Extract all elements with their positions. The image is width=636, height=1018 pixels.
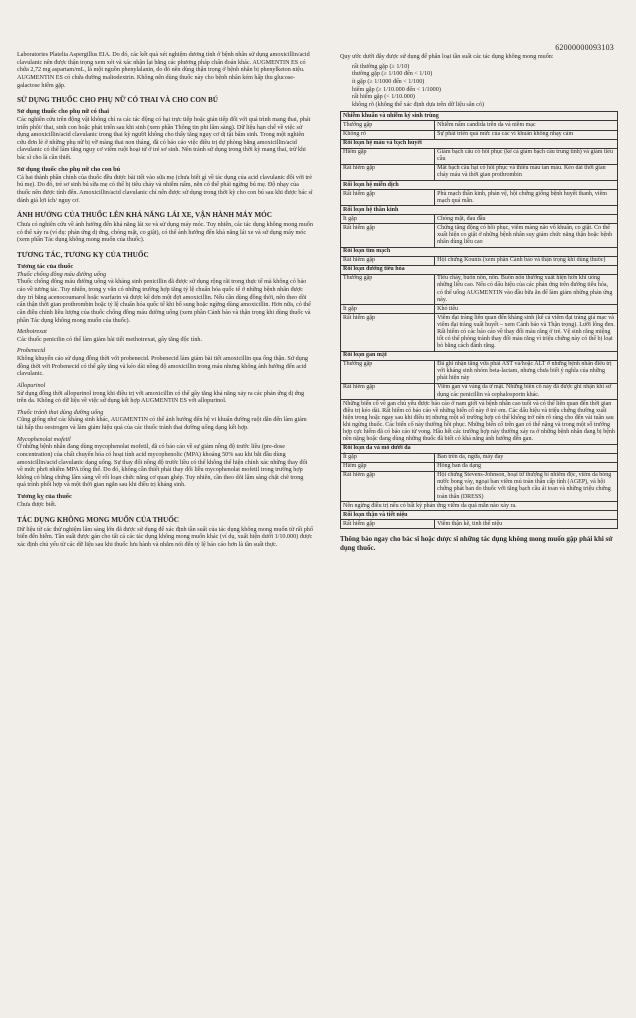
frequency-list xyxy=(340,64,618,110)
anticoagulant-text: Thuốc chống đông máu đường uống và kháng sinh penicillin đã được sử dụng rộng rãi trong thực tế mà không có báo cáo về tương tác. Tuy nhiên, trong y văn có những trường hợp tăng tỷ lệ chuẩn hóa quốc tế ở những bệnh nhân được duy trì bằng acenocoumarol hoặc warfarin và được kê đơn một đợt amoxicillin. Nếu cần dùng đồng thời, nên theo dõi cẩn thận thời gian prothrombin hoặc tỷ lệ chuẩn hóa quốc tế khi bổ sung hoặc ngừng dùng amoxicillin. Hơn nữa, có thể cần điều chỉnh liều lượng của thuốc chống đông máu đường uống (xem phần Cảnh báo và thận trọng khi dùng thuốc và phần Tác dụng không mong muốn của thuốc). xyxy=(17,279,311,324)
table-row xyxy=(341,453,618,462)
effect-cell: Phù mạch thần kinh, phản vệ, hội chứng giống bệnh huyết thanh, viêm mạch quá mẫn. xyxy=(435,190,618,206)
frequency-cell: Thường gặp xyxy=(341,121,435,130)
table-row xyxy=(341,305,618,314)
frequency-cell: Thường gặp xyxy=(341,360,435,383)
table-row xyxy=(341,190,618,206)
frequency-cell: Thường gặp xyxy=(341,274,435,304)
frequency-cell: Hiếm gặp xyxy=(341,462,435,471)
table-row xyxy=(341,274,618,304)
incompatibility-subheading: Tương kỵ của thuốc xyxy=(17,493,72,501)
frequency-cell: Rất hiếm gặp xyxy=(341,383,435,399)
section-title: Rối loạn đường tiêu hóa xyxy=(341,265,618,274)
frequency-cell: Rất hiếm gặp xyxy=(341,224,435,247)
effect-cell: Tiêu chảy, buồn nôn, nôn. Buồn nôn thường xuất hiện hơn khi uống những liều cao. Nếu có dấu hiệu của các phản ứng trên đường tiêu hóa, có thể uống AUGMENTIN vào đầu bữa ăn để làm giảm những phản ứng này. xyxy=(435,274,618,304)
table-row xyxy=(341,383,618,399)
skin-note: Nên ngừng điều trị nếu có bất kỳ phản ứng viêm da quá mẫn nào xảy ra. xyxy=(341,502,618,511)
liver-note: Những biến cố về gan chủ yếu được báo cáo ở nam giới và bệnh nhân cao tuổi và có thể liên quan đến thời gian điều trị kéo dài. Rất hiếm có báo cáo về những biến cố này ở trẻ em. Các dấu hiệu và triệu chứng thường xuất hiện trong hoặc ngay sau khi điều trị nhưng một số trường hợp có thể không trở nên rõ ràng cho đến vài tuần sau khi ngừng thuốc. Các biến cố này thường hồi phục. Những biến cố trên gan có thể nặng và trong một số trường hợp cực hiếm đã có báo cáo tử vong. Hầu hết các trường hợp này thường xảy ra ở những bệnh nhân đang bị bệnh nền nặng hoặc đang dùng những thuốc đã biết có khả năng ảnh hưởng đến gan. xyxy=(341,400,618,444)
liver-note-row xyxy=(341,400,618,444)
section-title: Rối loạn thận và tiết niệu xyxy=(341,511,618,520)
section-header-row xyxy=(341,444,618,453)
frequency-cell: Ít gặp xyxy=(341,305,435,314)
frequency-cell: Rất hiếm gặp xyxy=(341,471,435,501)
contraceptive-title: Thuốc tránh thai dùng đường uống xyxy=(17,409,104,416)
interactions-heading: TƯƠNG TÁC, TƯƠNG KỴ CỦA THUỐC xyxy=(17,250,149,259)
footer-notice: Thông báo ngay cho bác sĩ hoặc dược sĩ những tác dụng không mong muốn gặp phải khi sử dụng thuốc. xyxy=(340,535,613,553)
table-row xyxy=(341,130,618,139)
mycophenolate-text: Ở những bệnh nhân đang dùng mycophenolat mofetil, đã có báo cáo về sự giảm nồng độ trước liều (pre-dose concentration) của chất chuyển hóa có hoạt tính acid mycophenolic (MPA) khoảng 50% sau khi bắt đầu dùng amoxicillin/acid clavulanic dạng uống. Sự thay đổi nồng độ trước liều có thể không thể hiện chính xác những thay đổi về mức phơi nhiễm MPA tổng thể. Do đó, không cần thiết phải thay đổi liều mycophenolat mofetil trong trường hợp không có bằng chứng lâm sàng về rối loạn chức năng cơ quan ghép. Tuy nhiên, cần theo dõi lâm sàng chặt chẽ trong quá trình phối hợp và một thời gian ngắn sau khi điều trị kháng sinh. xyxy=(17,444,308,489)
effect-cell: Hội chứng Kounis (xem phần Cảnh báo và thận trọng khi dùng thuốc) xyxy=(435,256,618,265)
frequency-item: ít gặp (≥ 1/1000 đến < 1/100) xyxy=(352,78,425,85)
side-effects-table xyxy=(340,111,618,529)
left-column xyxy=(17,52,313,551)
frequency-intro: Quy ước dưới đây được sử dụng để phân loại tần suất các tác dụng không mong muốn: xyxy=(340,54,554,60)
interactions-subheading: Tương tác của thuốc xyxy=(17,262,74,270)
lactation-text: Cả hai thành phần chính của thuốc đều được bài tiết vào sữa mẹ (chưa biết gì về tác dụng của acid clavulanic đối với trẻ bú mẹ). Do đó, trẻ sơ sinh bú sữa mẹ có thể bị tiêu chảy và nhiễm nấm, nên có thể phải ngừng bú mẹ. Độ nhạy của thuốc nên được tính đến. Amoxicillin/acid clavulanic chỉ nên được sử dụng trong thời kỳ cho con bú sau khi được bác sĩ đánh giá lợi ích/ nguy cơ. xyxy=(17,174,313,204)
section-title: Nhiễm khuẩn và nhiễm ký sinh trùng xyxy=(341,112,618,121)
effect-cell: Viêm đại tràng liên quan đến kháng sinh (kể cả viêm đại tràng giả mạc và viêm đại tràng xuất huyết – xem Cảnh báo và Thận trọng). Lưỡi lông đen. Rất hiếm có các báo cáo về thay đổi màu răng ở trẻ. Vệ sinh răng miệng tốt có thể phòng tránh thay đổi màu răng vì triệu chứng này có thể bị loại bỏ bằng cách đánh răng. xyxy=(435,314,618,351)
side-effects-heading: TÁC DỤNG KHÔNG MONG MUỐN CỦA THUỐC xyxy=(17,515,179,524)
frequency-cell: Ít gặp xyxy=(341,215,435,224)
skin-note-row xyxy=(341,502,618,511)
methotrexate-title: Methotrexat xyxy=(17,329,47,336)
effect-cell: Hồng ban đa dạng xyxy=(435,462,618,471)
driving-text: Chưa có nghiên cứu về ảnh hưởng đến khả năng lái xe và sử dụng máy móc. Tuy nhiên, các tác dụng không mong muốn có thể xảy ra (ví dụ: phản ứng dị ứng, chóng mặt, co giật), có thể ảnh hưởng đến khả năng lái xe và sử dụng máy móc (xem phần Tác dụng không mong muốn của thuốc). xyxy=(17,222,313,244)
frequency-cell: Rất hiếm gặp xyxy=(341,256,435,265)
driving-heading: ẢNH HƯỞNG CỦA THUỐC LÊN KHẢ NĂNG LÁI XE, VẬN HÀNH MÁY MÓC xyxy=(17,211,272,220)
pregnancy-subheading: Sử dụng thuốc cho phụ nữ có thai xyxy=(17,108,110,116)
section-header-row xyxy=(341,247,618,256)
table-row xyxy=(341,520,618,529)
effect-cell: Hội chứng Stevens-Johnson, hoại tử thượng bì nhiễm độc, viêm da bóng nước bong vảy, ngoại ban viêm mủ toàn thân cấp tính (AGEP), và hội chứng phát ban do thuốc với tăng bạch cầu ái toan và những triệu chứng toàn thân (DRESS) xyxy=(435,471,618,501)
section-header-row xyxy=(341,206,618,215)
section-header-row xyxy=(341,265,618,274)
frequency-cell: Ít gặp xyxy=(341,453,435,462)
effect-cell: Chứng tăng động có hồi phục, viêm màng não vô khuẩn, co giật. Co thể xuất hiện co giật ở những bệnh nhân suy giảm chức năng thận hoặc bệnh nhân dùng liều cao xyxy=(435,224,618,247)
section-title: Rối loạn tim mạch xyxy=(341,247,618,256)
lactation-subheading: Sử dụng thuốc cho phụ nữ cho con bú xyxy=(17,165,121,173)
table-row xyxy=(341,148,618,164)
effect-cell: Khó tiêu xyxy=(435,305,618,314)
frequency-item: rất thường gặp (≥ 1/10) xyxy=(352,63,410,70)
document-number: 62000000093103 xyxy=(555,43,614,52)
effect-cell: Sự phát triển quá mức của các vi khuẩn không nhạy cảm xyxy=(435,130,618,139)
section-title: Rối loạn hệ máu và bạch huyết xyxy=(341,139,618,148)
frequency-item: thường gặp (≥ 1/100 đến < 1/10) xyxy=(352,71,433,78)
probenecid-title: Probenecid xyxy=(17,348,46,355)
table-row xyxy=(341,314,618,351)
section-title: Rối loạn hệ thần kinh xyxy=(341,206,618,215)
table-row xyxy=(341,360,618,383)
section-header-row xyxy=(341,181,618,190)
frequency-cell: Rất hiếm gặp xyxy=(341,190,435,206)
frequency-item: rất hiếm gặp (< 1/10.000) xyxy=(352,94,415,101)
frequency-cell: Rất hiếm gặp xyxy=(341,164,435,180)
section-header-row xyxy=(341,351,618,360)
section-header-row xyxy=(341,511,618,520)
effect-cell: Viêm thận kẽ, tinh thể niệu xyxy=(435,520,618,529)
side-effects-text: Dữ liệu từ các thử nghiệm lâm sàng lớn đã được sử dụng để xác định tần suất của tác dụng không mong muốn từ rất phổ biến đến hiếm. Tần suất được gán cho tất cả các tác dụng không mong muốn khác (ví dụ, xuất hiện dưới 1/10.000) được xác định chủ yếu từ các dữ liệu sau khi thuốc lưu hành và nhằm nói đến tỷ lệ báo cáo hơn là tần suất thực. xyxy=(17,526,313,548)
allopurinol-text: Sử dụng đồng thời allopurinol trong khi điều trị với amoxicillin có thể gây tăng khả năng xảy ra các phản ứng dị ứng trên da. Không có dữ liệu về việc sử dụng kết hợp AUGMENTIN ES với allopurinol. xyxy=(17,390,305,405)
methotrexate-text: Các thuốc penicilin có thể làm giảm bài tiết methotrexat, gây tăng độc tính. xyxy=(17,336,203,343)
effect-cell: Nhiễm nấm candida trên da và niêm mạc xyxy=(435,121,618,130)
effect-cell: Chóng mặt, đau đầu xyxy=(435,215,618,224)
table-row xyxy=(341,215,618,224)
allopurinol-title: Allopurinol xyxy=(17,382,46,389)
section-header-row xyxy=(341,112,618,121)
frequency-item: hiếm gặp (≥ 1/10.000 đến < 1/1000) xyxy=(352,86,441,93)
section-title: Rối loạn da và mô dưới da xyxy=(341,444,618,453)
section-title: Rối loạn gan mật xyxy=(341,351,618,360)
pregnancy-text: Các nghiên cứu trên động vật không chỉ ra các tác động có hại trực tiếp hoặc gián tiếp đối với quá trình mang thai, phát triển phôi/ thai, sinh con hoặc phát triển sau khi sinh (xem phần Thông tin phi lâm sàng). Dữ liệu hạn chế về việc sử dụng amoxicillin/acid clavulanic trong thai kỳ người không cho thấy tăng nguy cơ dị tật bẩm sinh. Trong một nghiên cứu đơn lẻ ở những phụ nữ bị vỡ màng thai non tháng, đã có báo cáo việc điều trị dự phòng bằng amoxicillin/acid clavulanic có thể làm tăng nguy cơ viêm ruột hoại tử ở trẻ sơ sinh. Nên tránh sử dụng trong thời kỳ mang thai, trừ khi bác sĩ cho là cần thiết. xyxy=(17,116,311,162)
effect-cell: Viêm gan và vàng da ứ mật. Những biến cố này đã được ghi nhận khi sử dụng các penicillin và cephalosporin khác. xyxy=(435,383,618,399)
frequency-cell: Không rõ xyxy=(341,130,435,139)
section-header-row xyxy=(341,139,618,148)
probenecid-text: Không khuyến cáo sử dụng đồng thời với probenecid. Probenecid làm giảm bài tiết amoxicillin qua ống thận. Sử dụng đồng thời với Probenecid có thể gây tăng và kéo dài nồng độ amoxicillin trong máu nhưng không ảnh hưởng đến acid clavulanic. xyxy=(17,356,308,378)
frequency-cell: Rất hiếm gặp xyxy=(341,314,435,351)
effect-cell: Mất bạch cầu hạt có hồi phục và thiếu máu tan máu. Kéo dài thời gian chảy máu và thời gian prothrombin xyxy=(435,164,618,180)
right-column xyxy=(340,54,618,553)
contraceptive-text: Cũng giống như các kháng sinh khác, AUGMENTIN có thể ảnh hưởng đến hệ vi khuẩn đường ruột dẫn đến làm giảm tái hấp thu oestrogen và làm giảm hiệu quả của các thuốc tránh thai đường uống dạng kết hợp. xyxy=(17,417,307,432)
intro-paragraph: Laboratories Platelia Aspergillus EIA. Do đó, các kết quả xét nghiệm dương tính ở bệnh nhân sử dụng amoxicillin/acid clavulanic nên được thận trọng xem xét và xác nhận lại bằng các phương pháp chẩn đoán khác. AUGMENTIN ES có chứa 2,72 mg aspartam/mL, là một nguồn phenylalanin, do đó nên dùng thận trọng ở bệnh nhân bị phenylketon niệu. AUGMENTIN ES có chứa đường maltodextrin. Không nên dùng thuốc này cho bệnh nhân kém hấp thu glucose-galactose hiếm gặp. xyxy=(17,52,310,89)
frequency-item: không rõ (không thể xác định dựa trên dữ liệu sẵn có) xyxy=(352,101,484,108)
table-row xyxy=(341,471,618,501)
table-row xyxy=(341,462,618,471)
table-row xyxy=(341,256,618,265)
table-row xyxy=(341,224,618,247)
table-row xyxy=(341,164,618,180)
frequency-cell: Rất hiếm gặp xyxy=(341,520,435,529)
anticoagulant-title: Thuốc chống đông máu đường uống xyxy=(17,271,107,278)
table-row xyxy=(341,121,618,130)
effect-cell: Đã ghi nhận tăng vừa phải AST và/hoặc ALT ở những bệnh nhân điều trị với kháng sinh nhóm beta-lactam, nhưng chưa biết ý nghĩa của những phát hiện này xyxy=(435,360,618,383)
pregnancy-heading: SỬ DỤNG THUỐC CHO PHỤ NỮ CÓ THAI VÀ CHO CON BÚ xyxy=(17,96,218,105)
mycophenolate-title: Mycophenolat mofetil xyxy=(17,436,71,443)
incompatibility-text: Chưa được biết. xyxy=(17,502,57,509)
effect-cell: Giảm bạch cầu có hồi phục (kể cả giảm bạch cầu trung tính) và giảm tiểu cầu xyxy=(435,148,618,164)
section-title: Rối loạn hệ miễn dịch xyxy=(341,181,618,190)
effect-cell: Ban trên da, ngứa, mày đay xyxy=(435,453,618,462)
frequency-cell: Hiếm gặp xyxy=(341,148,435,164)
